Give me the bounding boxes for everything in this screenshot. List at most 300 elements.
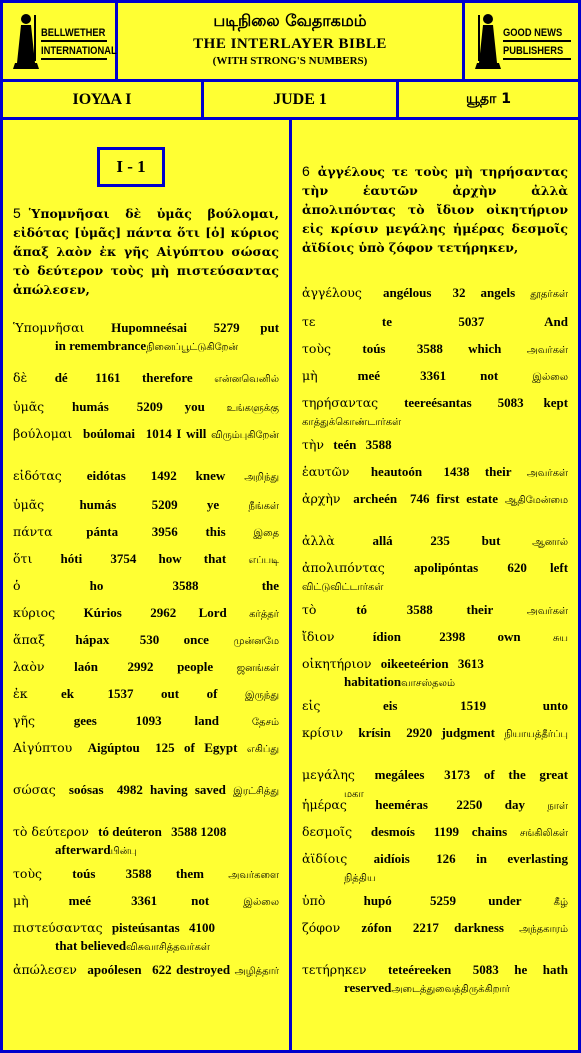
entry-line — [302, 655, 568, 673]
tamil-gloss: உங்களுக்கு — [226, 403, 279, 414]
greek-word: γῆς — [13, 713, 35, 728]
entry-line — [13, 712, 279, 732]
book-english: JUDE 1 — [204, 82, 396, 117]
strong-number: 3588 1208 — [171, 824, 227, 839]
english-gloss: of Egypt — [184, 740, 238, 755]
english-gloss: in everlasting — [476, 851, 569, 866]
strong-number: 5259 — [430, 893, 457, 908]
greek-word: τὸ — [302, 602, 317, 617]
word-entry — [13, 467, 279, 487]
greek-word: τε — [302, 314, 316, 329]
right-entries — [302, 120, 568, 1050]
word-entry — [302, 892, 568, 912]
english-gloss: not — [480, 368, 499, 383]
english-gloss: not — [191, 893, 210, 908]
entry-line — [302, 697, 568, 715]
entry-line — [302, 559, 568, 597]
greek-word: μεγάλης — [302, 767, 355, 782]
tamil-gloss: நாள் — [547, 801, 568, 812]
entry-line — [302, 892, 568, 912]
tamil-gloss: சுய — [552, 633, 568, 644]
english-gloss: their — [484, 464, 512, 479]
tamil-gloss: அழித்தார் — [234, 966, 280, 977]
tamil-gloss: அவர்கள் — [526, 345, 569, 356]
word-entry — [13, 496, 279, 516]
greek-word: ἀλλὰ — [302, 533, 335, 548]
greek-word: Αἰγύπτου — [13, 740, 73, 755]
strong-number: 5209 — [136, 399, 163, 414]
word-entry — [13, 425, 279, 445]
word-entry — [302, 697, 568, 715]
entry-line — [13, 685, 279, 705]
book-tamil: யூதா 1 — [399, 82, 578, 117]
word-entry — [13, 631, 279, 651]
strong-number: 1199 — [433, 824, 459, 839]
tamil-gloss: சங்கிலிகள் — [519, 828, 569, 839]
transliteration: eis — [383, 698, 398, 713]
entry-line — [302, 961, 568, 979]
transliteration: Hupomneésai — [111, 320, 187, 335]
english-gloss: ye — [206, 497, 220, 512]
transliteration: apolipóntas — [413, 560, 479, 575]
greek-word: τετήρηκεν — [302, 962, 367, 977]
greek-word: τηρήσαντας — [302, 395, 379, 410]
english-gloss: their — [466, 602, 493, 617]
transliteration: megálees — [374, 767, 425, 782]
greek-word: βούλομαι — [13, 426, 73, 441]
strong-number: 3956 — [151, 524, 178, 539]
tamil-gloss: எகிப்து — [246, 744, 279, 755]
left-column — [3, 120, 289, 1050]
entry-line — [302, 766, 568, 784]
transliteration: meé — [357, 368, 381, 383]
word-entry — [13, 658, 279, 678]
left-logo-line-2: INTERNATIONAL — [41, 45, 117, 57]
english-gloss: darkness — [454, 920, 504, 935]
english-gloss: people — [177, 659, 214, 674]
word-entry — [302, 628, 568, 648]
transliteration: meé — [68, 893, 92, 908]
tamil-gloss: இல்லை — [532, 372, 569, 383]
entry-line — [302, 628, 568, 648]
greek-word: ἅπαξ — [13, 632, 45, 647]
greek-word: δεσμοῖς — [302, 824, 353, 839]
entry-line — [302, 313, 568, 331]
strong-number: 235 — [430, 533, 450, 548]
greek-word: ἡμέρας — [302, 797, 347, 812]
strong-number: 3588 — [365, 437, 392, 452]
verse-number: 5 — [13, 205, 21, 221]
english-gloss: but — [481, 533, 501, 548]
word-entry — [13, 823, 279, 861]
word-entry — [302, 823, 568, 843]
transliteration: allá — [372, 533, 393, 548]
english-gloss: own — [497, 629, 521, 644]
tamil-gloss: ஜனங்கள் — [236, 663, 279, 674]
strong-number: 5037 — [458, 314, 485, 329]
strong-number: 3613 — [457, 656, 484, 671]
tamil-gloss: காத்துக்கொண்டார்கள் — [302, 417, 402, 428]
english-gloss: judgment — [441, 725, 495, 740]
entry-line — [302, 919, 568, 939]
strong-number: 1519 — [460, 698, 487, 713]
entry-line — [13, 892, 279, 912]
english-gloss-cont: habitation — [344, 674, 402, 689]
word-entry — [13, 577, 279, 595]
word-entry — [302, 394, 568, 432]
transliteration: tó deúteron — [98, 824, 162, 839]
english-gloss: day — [504, 797, 525, 812]
english-gloss: kept — [543, 395, 569, 410]
title-block — [118, 3, 462, 79]
english-gloss: how that — [158, 551, 227, 566]
word-entry — [13, 919, 279, 957]
greek-word: εἰδότας — [13, 468, 62, 483]
right-logo-line-2: PUBLISHERS — [503, 45, 564, 57]
logo-underline — [41, 58, 107, 60]
word-entry — [302, 284, 568, 304]
word-entry — [13, 369, 279, 389]
english-gloss: this — [205, 524, 226, 539]
greek-word: λαὸν — [13, 659, 45, 674]
entry-line — [302, 823, 568, 843]
bellwether-logo — [3, 3, 115, 79]
english-gloss-cont: that believed — [55, 938, 127, 953]
strong-number: 32 — [452, 285, 466, 300]
greek-word: δὲ — [13, 370, 28, 385]
english-gloss: having saved — [150, 782, 226, 797]
transliteration: angélous — [382, 285, 432, 300]
verse-text: ἀγγέλους τε τοὺς μὴ τηρήσαντας τὴν ἑαυτῶν ἀρχὴν ἀλλὰ ἀπολιπόντας τὸ ἴδιον οἰκητήριον εἰς κρίσιν μεγάλης ἡμέρας δεσμοῖς ἀϊδίοις ὑπὸ ζόφον τετήρηκεν, — [302, 164, 568, 255]
transliteration: archeén — [353, 491, 398, 506]
left-logo-line-1: BELLWETHER — [41, 27, 106, 39]
word-entry — [302, 490, 568, 510]
word-entry — [302, 601, 568, 621]
greek-word: ἀγγέλους — [302, 285, 362, 300]
word-entry — [13, 781, 279, 801]
shepherd-icon — [11, 11, 41, 71]
transliteration: dé — [54, 370, 68, 385]
word-entry — [302, 532, 568, 552]
english-gloss: put — [260, 320, 280, 335]
strong-number: 2920 — [406, 725, 433, 740]
word-entry — [302, 919, 568, 939]
tamil-gloss: ஆனால் — [532, 537, 569, 548]
tamil-gloss: நினைப்பூட்டுகிறேன் — [146, 342, 239, 353]
greek-word: Ὑπομνῆσαι — [13, 320, 85, 335]
english-gloss-cont: in remembrance — [55, 338, 147, 353]
english-gloss: knew — [195, 468, 226, 483]
word-entry — [302, 655, 568, 693]
greek-word: ἑαυτῶν — [302, 464, 350, 479]
tamil-gloss: வாசஸ்தலம் — [401, 678, 456, 689]
english-gloss: angels — [480, 285, 516, 300]
greek-word: ἴδιον — [302, 629, 335, 644]
word-entry — [302, 367, 568, 387]
tamil-gloss: இல்லை — [243, 897, 280, 908]
transliteration: aidíois — [373, 851, 410, 866]
strong-number: 3361 — [131, 893, 158, 908]
english-gloss: out of — [161, 686, 218, 701]
word-entry — [13, 319, 279, 357]
transliteration: heautoón — [370, 464, 423, 479]
greek-word: πιστεύσαντας — [13, 920, 103, 935]
strong-number: 5279 — [213, 320, 240, 335]
transliteration: tó — [356, 602, 368, 617]
entry-line — [302, 601, 568, 621]
entry-line — [302, 532, 568, 552]
greek-word: τοὺς — [13, 866, 43, 881]
transliteration: ek — [61, 686, 75, 701]
english-gloss: them — [175, 866, 204, 881]
tamil-gloss: நித்திய — [344, 873, 376, 884]
strong-number: 530 — [139, 632, 160, 647]
tamil-gloss: இருந்து — [244, 690, 280, 701]
entry-line — [13, 919, 279, 937]
tamil-gloss: அடைத்துவைத்திருக்கிறார் — [391, 984, 510, 995]
tamil-gloss: மகா — [344, 789, 364, 800]
strong-number: 4982 — [116, 782, 143, 797]
greek-word: ὑπὸ — [302, 893, 326, 908]
entry-continuation — [13, 337, 279, 357]
strong-number: 126 — [436, 851, 456, 866]
word-entry — [302, 961, 568, 999]
english-gloss: you — [184, 399, 205, 414]
transliteration: pánta — [86, 524, 119, 539]
strong-number: 1492 — [150, 468, 177, 483]
tamil-gloss: ஆதிமேன்மை — [504, 495, 569, 506]
entry-line — [13, 398, 279, 418]
entry-line — [13, 577, 279, 595]
strong-number: 5083 — [497, 395, 524, 410]
transliteration: Kúrios — [83, 605, 122, 620]
transliteration: boúlomai — [82, 426, 135, 441]
logo-underline — [503, 40, 571, 42]
tamil-gloss: இதை — [253, 528, 280, 539]
transliteration: teteéreeken — [388, 962, 452, 977]
tamil-gloss: தூதர்கள் — [530, 289, 568, 300]
entry-line — [13, 523, 279, 543]
strong-number: 3361 — [420, 368, 447, 383]
english-gloss: under — [488, 893, 522, 908]
greek-word: ὁ — [13, 578, 21, 593]
tamil-gloss: முன்னமே — [233, 636, 280, 647]
english-gloss: therefore — [141, 370, 193, 385]
transliteration: te — [381, 314, 392, 329]
word-entry — [302, 724, 568, 744]
word-entry — [302, 436, 568, 454]
greek-word: εἰς — [302, 698, 321, 713]
greek-word: κρίσιν — [302, 725, 344, 740]
english-gloss: the — [261, 578, 280, 593]
greek-word: ἀπολιπόντας — [302, 560, 385, 575]
word-entry — [13, 961, 279, 981]
word-entry — [302, 796, 568, 816]
strong-number: 3588 — [406, 602, 433, 617]
strong-number: 1537 — [107, 686, 134, 701]
good-news-logo — [465, 3, 578, 79]
greek-word: ἀπώλεσεν — [13, 962, 77, 977]
word-entry — [13, 523, 279, 543]
english-gloss: of the great — [483, 767, 569, 782]
english-gloss: land — [194, 713, 220, 728]
greek-word: τὸ δεύτερον — [13, 824, 89, 839]
strong-number: 4100 — [189, 920, 215, 935]
strong-number: 3588 — [416, 341, 443, 356]
transliteration: soósas — [68, 782, 104, 797]
strong-number: 620 — [507, 560, 527, 575]
strong-number: 5083 — [472, 962, 499, 977]
transliteration: krísin — [358, 725, 391, 740]
strong-number: 746 — [409, 491, 430, 506]
transliteration: ídion — [372, 629, 401, 644]
transliteration: heeméras — [375, 797, 428, 812]
title-english: THE INTERLAYER BIBLE — [193, 36, 387, 52]
greek-word: ζόφον — [302, 920, 341, 935]
tamil-gloss: அந்தகாரம் — [519, 924, 569, 935]
transliteration: zófon — [361, 920, 392, 935]
entry-line — [13, 865, 279, 885]
tamil-gloss: கர்த்தர் — [249, 609, 280, 620]
tamil-gloss: நியாயத்தீர்ப்பு — [504, 729, 568, 740]
english-gloss: I will — [176, 426, 207, 441]
entry-line — [302, 850, 568, 868]
strong-number: 1438 — [443, 464, 470, 479]
entry-continuation — [302, 868, 568, 888]
entry-line — [13, 425, 279, 445]
greek-word: τοὺς — [302, 341, 332, 356]
strong-number: 2250 — [456, 797, 483, 812]
transliteration: toús — [72, 866, 96, 881]
entry-line — [302, 463, 568, 483]
english-gloss: unto — [542, 698, 569, 713]
entry-line — [302, 394, 568, 432]
right-column — [292, 120, 578, 1050]
strong-number: 2398 — [439, 629, 466, 644]
entry-line — [302, 340, 568, 360]
greek-word: ἐκ — [13, 686, 28, 701]
english-gloss: once — [183, 632, 209, 647]
left-entries — [13, 120, 279, 1050]
greek-word: σώσας — [13, 782, 56, 797]
transliteration: gees — [73, 713, 97, 728]
strong-number: 2217 — [412, 920, 439, 935]
english-gloss: first estate — [436, 491, 498, 506]
chapter-label: I - 1 — [97, 147, 165, 187]
greek-word: κύριος — [13, 605, 56, 620]
transliteration: humás — [72, 399, 109, 414]
strong-number: 3754 — [110, 551, 137, 566]
verse-text: Ὑπομνῆσαι δὲ ὑμᾶς βούλομαι, εἰδότας [ὑμᾶς] πάντα ὅτι [ὁ] κύριος ἅπαξ λαὸν ἐκ γῆς Αἰγύπτου σώσας τὸ δεύτερον τοὺς μὴ πιστεύσαντας ἀπώλεσεν, — [13, 206, 279, 297]
entry-line — [302, 436, 568, 454]
transliteration: teén — [333, 437, 357, 452]
transliteration: laón — [74, 659, 98, 674]
strong-number: 1093 — [135, 713, 162, 728]
tamil-gloss: அவர்கள் — [526, 606, 569, 617]
shepherd-icon — [473, 11, 503, 71]
transliteration: toús — [362, 341, 386, 356]
title-tamil: படிநிலை வேதாகமம் — [213, 11, 367, 30]
word-entry — [302, 850, 568, 888]
word-entry — [302, 463, 568, 483]
greek-word: ἀρχὴν — [302, 491, 341, 506]
tamil-gloss: என்னவெனில் — [214, 374, 280, 385]
entry-line — [302, 796, 568, 816]
entry-line — [13, 550, 279, 570]
logo-underline — [503, 58, 571, 60]
transliteration: Aigúptou — [87, 740, 140, 755]
entry-line — [13, 823, 279, 841]
english-gloss: destroyed — [176, 962, 231, 977]
greek-word: ὑμᾶς — [13, 399, 45, 414]
tamil-gloss: பின்பு — [110, 846, 137, 857]
strong-number: 1014 — [145, 426, 172, 441]
tamil-gloss: தேசம் — [251, 717, 280, 728]
transliteration: desmoís — [370, 824, 415, 839]
transliteration: ho — [89, 578, 104, 593]
english-gloss: which — [468, 341, 502, 356]
word-entry — [302, 313, 568, 331]
entry-continuation — [302, 979, 568, 999]
entry-line — [13, 631, 279, 651]
right-logo-line-1: GOOD NEWS — [503, 27, 563, 39]
entry-line — [13, 781, 279, 801]
english-gloss: left — [549, 560, 569, 575]
greek-word: ὅτι — [13, 551, 33, 566]
tamil-gloss: எப்படி — [248, 555, 280, 566]
entry-line — [13, 496, 279, 516]
transliteration: teereésantas — [404, 395, 472, 410]
transliteration: apoólesen — [87, 962, 142, 977]
strong-number: 5209 — [151, 497, 178, 512]
greek-word: ἀϊδίοις — [302, 851, 348, 866]
english-gloss: chains — [471, 824, 508, 839]
strong-number: 622 — [152, 962, 172, 977]
greek-word: τὴν — [302, 437, 325, 452]
word-entry — [302, 340, 568, 360]
word-entry — [13, 712, 279, 732]
tamil-gloss: அறிந்து — [244, 472, 280, 483]
tamil-gloss: அவர்கள் — [526, 468, 569, 479]
book-greek: ΙΟΥΔΑ Ι — [3, 82, 201, 117]
transliteration: humás — [79, 497, 117, 512]
entry-line — [13, 658, 279, 678]
verse-number: 6 — [302, 163, 310, 179]
subtitle: (WITH STRONG'S NUMBERS) — [212, 55, 368, 67]
entry-line — [302, 284, 568, 304]
strong-number: 3588 — [172, 578, 199, 593]
word-entry — [302, 559, 568, 597]
word-entry — [13, 685, 279, 705]
entry-line — [302, 367, 568, 387]
word-entry — [13, 398, 279, 418]
entry-continuation — [13, 937, 279, 957]
english-gloss: Lord — [198, 605, 227, 620]
entry-line — [302, 490, 568, 510]
transliteration: eidótas — [86, 468, 126, 483]
english-gloss: he hath — [514, 962, 569, 977]
entry-line — [13, 961, 279, 981]
tamil-gloss: விரும்புகிறேன் — [211, 430, 280, 441]
english-gloss: And — [544, 314, 569, 329]
word-entry — [13, 892, 279, 912]
greek-word: ὑμᾶς — [13, 497, 45, 512]
strong-number: 2992 — [127, 659, 154, 674]
entry-line — [302, 724, 568, 744]
entry-line — [13, 604, 279, 624]
entry-line — [13, 739, 279, 759]
transliteration: oikeeteérion — [380, 656, 449, 671]
